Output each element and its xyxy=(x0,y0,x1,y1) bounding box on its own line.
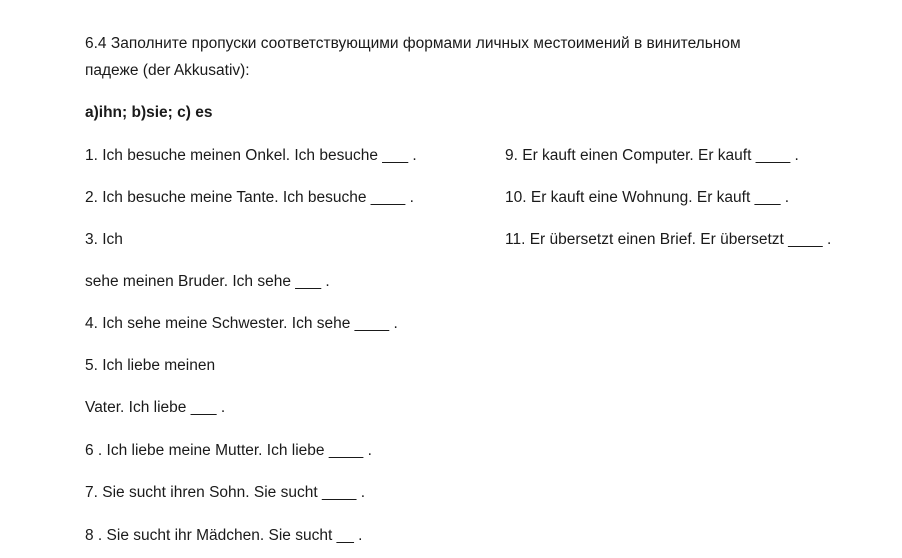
sentence-2: 2. Ich besuche meine Tante. Ich besuche ____ . xyxy=(85,189,414,206)
sentence-5-start: 5. Ich liebe meinen xyxy=(85,357,216,374)
sentence-6: 6 . Ich liebe meine Mutter. Ich liebe ____ . xyxy=(85,442,372,459)
exercise-instruction-line2: падеже (der Akkusativ): xyxy=(85,62,250,79)
answer-options: a)ihn; b)sie; c) es xyxy=(85,104,213,121)
sentence-7: 7. Sie sucht ihren Sohn. Sie sucht ____ . xyxy=(85,484,366,501)
sentence-10: 10. Er kauft eine Wohnung. Er kauft ___ . xyxy=(505,189,790,206)
sentence-4: 4. Ich sehe meine Schwester. Ich sehe ____ . xyxy=(85,315,398,332)
sentence-8: 8 . Sie sucht ihr Mädchen. Sie sucht __ . xyxy=(85,527,363,544)
sentence-3-end: sehe meinen Bruder. Ich sehe ___ . xyxy=(85,273,330,290)
sentence-11: 11. Er übersetzt einen Brief. Er übersetzt ____ . xyxy=(505,231,832,248)
sentence-9: 9. Er kauft einen Computer. Er kauft ____ . xyxy=(505,147,799,164)
sentence-1: 1. Ich besuche meinen Onkel. Ich besuche ___ . xyxy=(85,147,417,164)
sentence-5-end: Vater. Ich liebe ___ . xyxy=(85,399,226,416)
sentence-3-start: 3. Ich xyxy=(85,231,123,248)
exercise-instruction-line1: 6.4 Заполните пропуски соответствующими формами личных местоимений в винительном xyxy=(85,35,741,52)
